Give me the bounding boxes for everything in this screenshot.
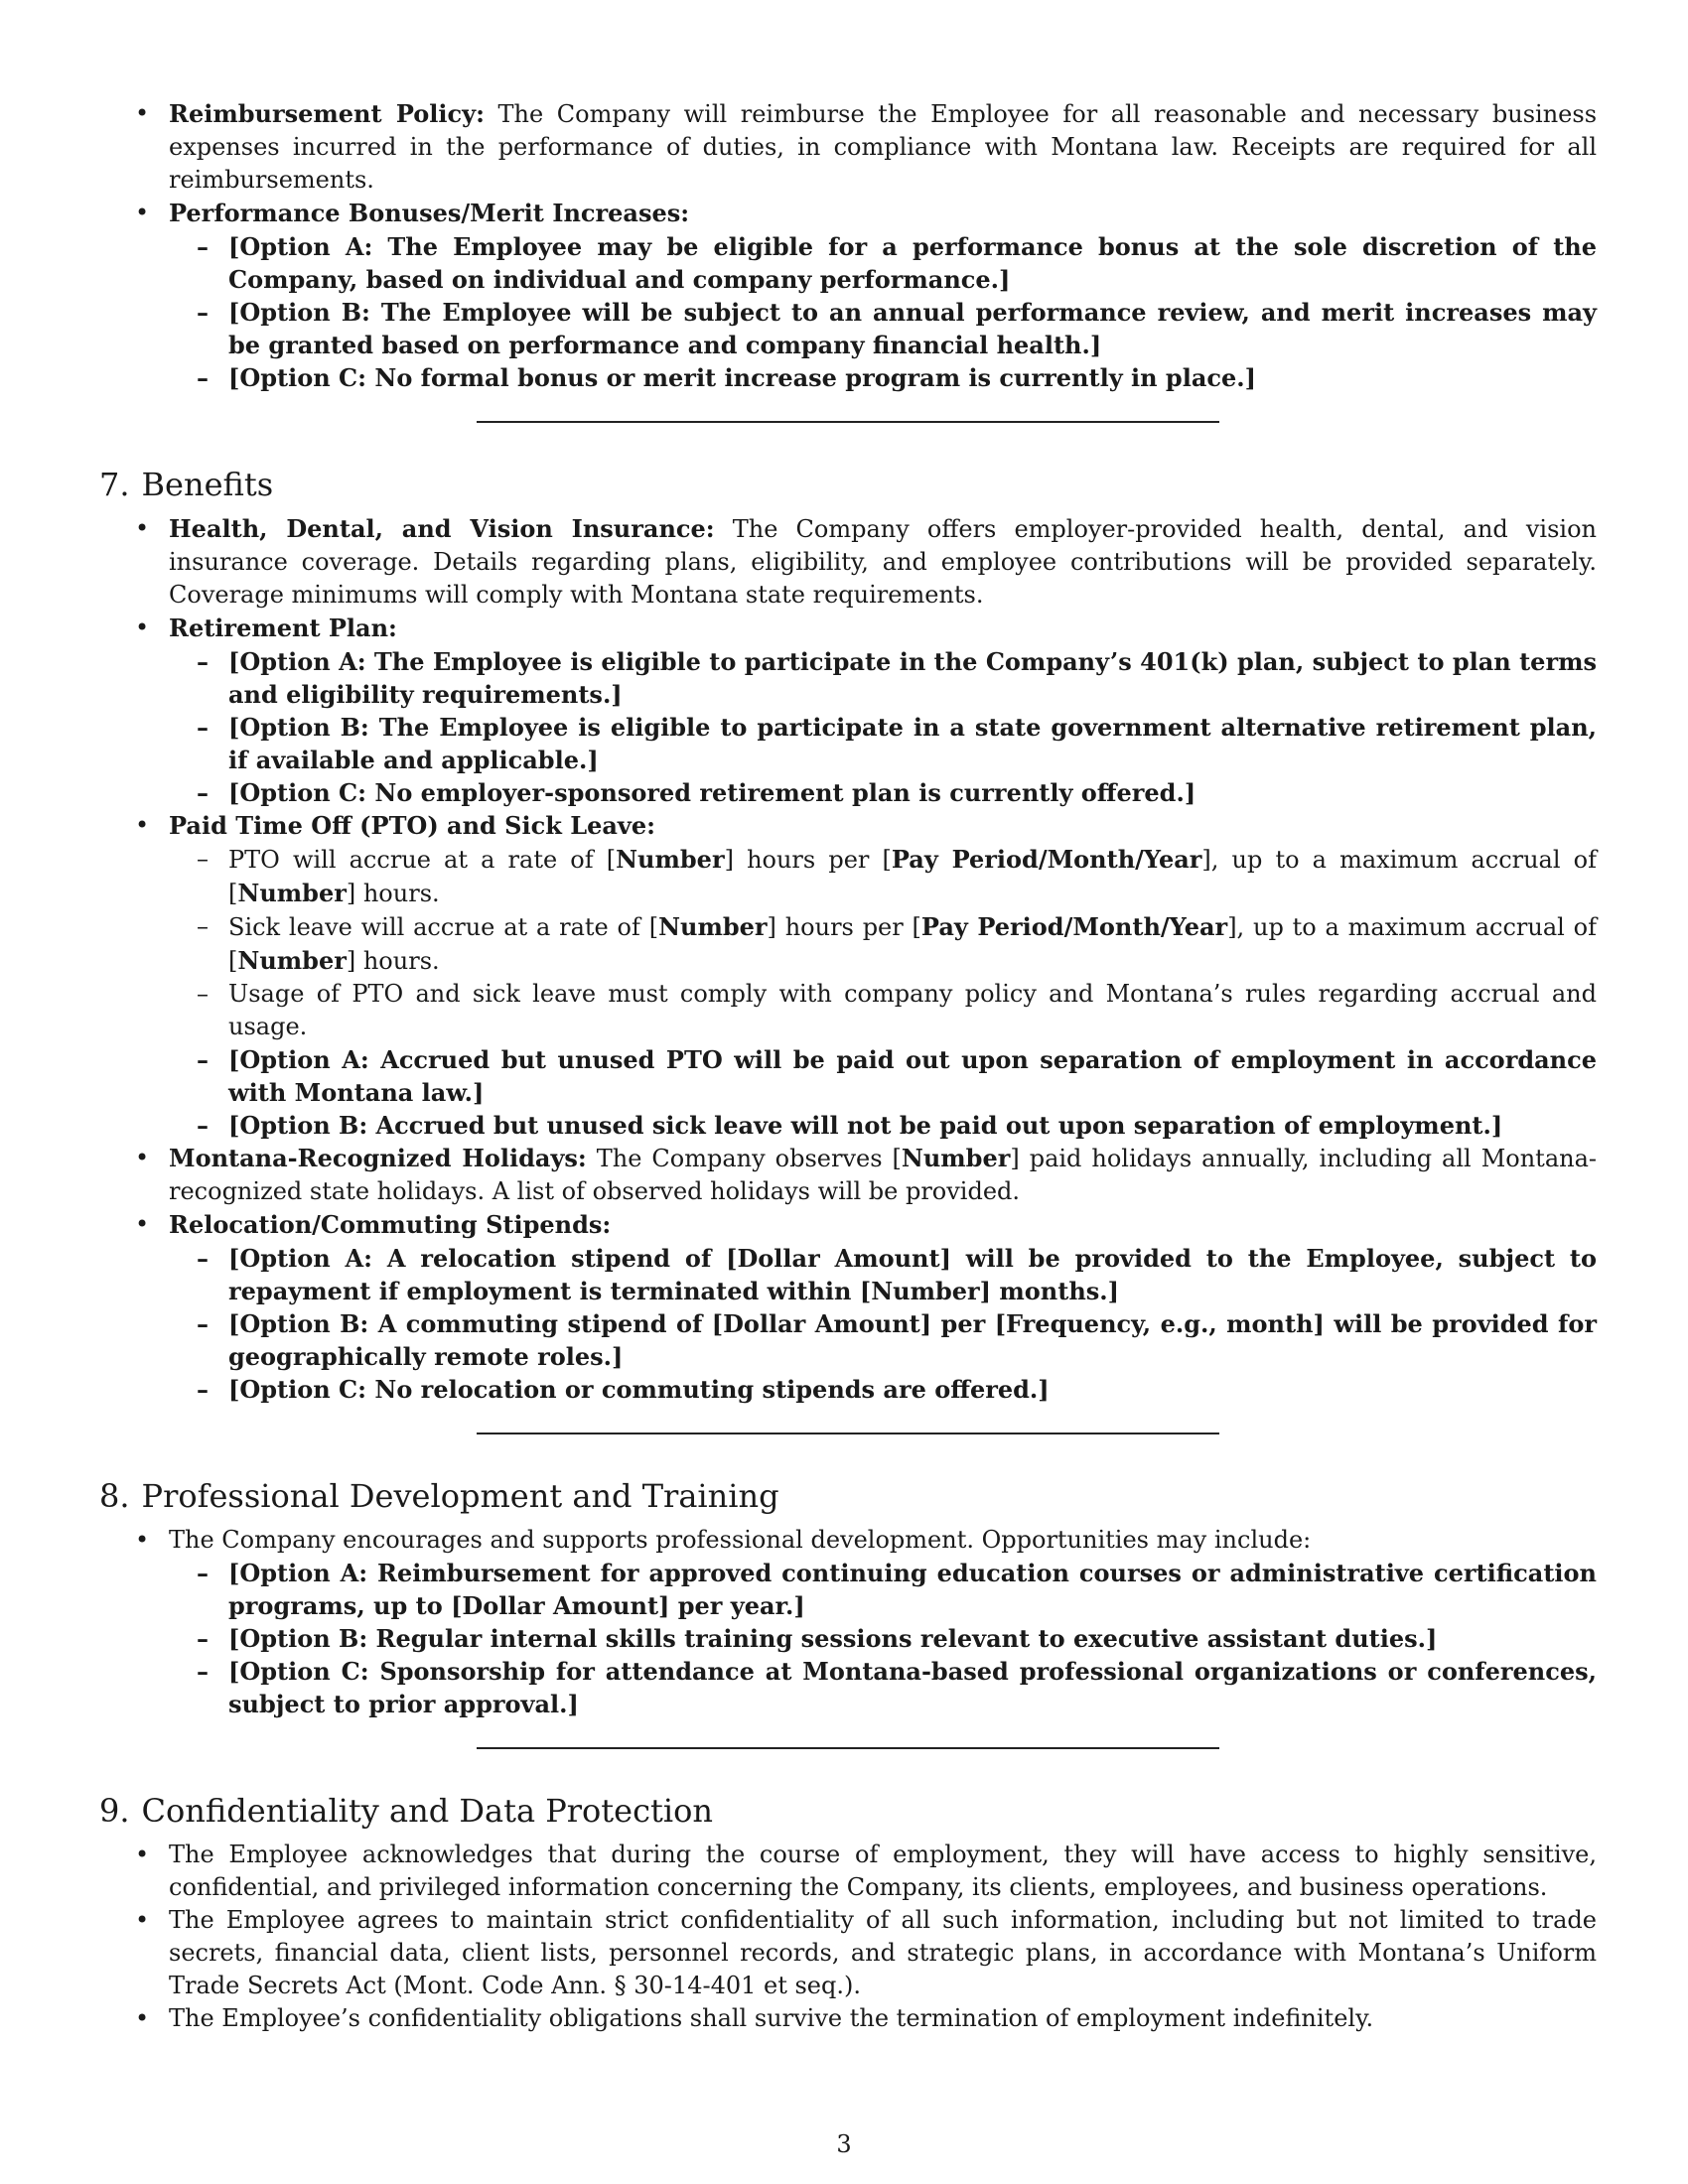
text: ], up to a maximum accrual of <box>1201 846 1597 874</box>
pto-label: Paid Time Off (PTO) and Sick Leave: <box>169 811 655 840</box>
placeholder: Pay Period/Month/Year <box>891 845 1202 874</box>
relocation-option-c: – [Option C: No relocation or commuting stipends are offered.] <box>169 1373 1597 1406</box>
pto-option-a: – [Option A: Accrued but unused PTO will be paid out upon separation of employment in accordance with Montana law.] <box>169 1043 1597 1109</box>
bonus-option-b: – [Option B: The Employee will be subject to an annual performance review, and merit increases may be granted based on performance and company financial health.] <box>169 296 1597 361</box>
section-title: Benefits <box>141 466 274 503</box>
benefits-list <box>99 512 1597 1406</box>
text: [ <box>606 846 617 874</box>
section-title: Professional Development and Training <box>141 1477 779 1515</box>
text: [ <box>912 913 921 941</box>
training-options <box>169 1557 1597 1720</box>
training-option-b: – [Option B: Regular internal skills training sessions relevant to executive assistant duties.] <box>169 1622 1597 1655</box>
compensation-list <box>99 97 1597 394</box>
relocation-options <box>169 1242 1597 1406</box>
text: [ <box>882 846 892 874</box>
pto-usage: – Usage of PTO and sick leave must comply with company policy and Montana’s rules regarding accrual and usage. <box>169 978 1597 1043</box>
section-7-heading <box>99 465 1597 504</box>
placeholder: Number <box>616 845 725 874</box>
text: [ <box>228 947 238 975</box>
training-intro-item <box>99 1524 1597 1720</box>
document-page <box>99 97 1597 2035</box>
section-title: Confidentiality and Data Protection <box>141 1792 713 1830</box>
reimbursement-policy-item <box>99 97 1597 197</box>
placeholder: Number <box>237 879 347 907</box>
bonus-label: Performance Bonuses/Merit Increases: <box>169 199 690 227</box>
pto-item <box>99 809 1597 1142</box>
health-label: Health, Dental, and Vision Insurance: <box>169 514 715 543</box>
retirement-label: Retirement Plan: <box>169 614 397 642</box>
text: PTO will accrue at a rate of <box>228 846 607 874</box>
sick-leave-accrual <box>169 910 1597 978</box>
bonus-options <box>169 230 1597 394</box>
pto-accrual <box>169 843 1597 910</box>
section-8-heading <box>99 1476 1597 1516</box>
text: The Company observes [ <box>586 1145 902 1172</box>
bonus-option-a: – [Option A: The Employee may be eligible for a performance bonus at the sole discretion of the Company, based on individual and company performance.] <box>169 230 1597 296</box>
text: Sick leave will accrue at a rate of <box>228 913 649 941</box>
text: ] hours per <box>767 913 913 941</box>
section-number: 9. <box>99 1792 130 1830</box>
page-number: 3 <box>836 2130 852 2158</box>
placeholder: Pay Period/Month/Year <box>920 912 1228 941</box>
pto-subitems <box>169 843 1597 1142</box>
relocation-option-a: – [Option A: A relocation stipend of [Dollar Amount] will be provided to the Employee, subject to repayment if employment is terminated within [Number] months.] <box>169 1242 1597 1307</box>
section-number: 7. <box>99 466 130 503</box>
relocation-option-b: – [Option B: A commuting stipend of [Dollar Amount] per [Frequency, e.g., month] will be provided for geographically remote roles.] <box>169 1307 1597 1373</box>
training-list <box>99 1524 1597 1720</box>
retirement-option-b: – [Option B: The Employee is eligible to participate in a state government alternative retirement plan, if available and applicable.] <box>169 711 1597 776</box>
relocation-item <box>99 1208 1597 1406</box>
section-9-heading <box>99 1791 1597 1831</box>
section-divider <box>477 421 1219 423</box>
bonus-option-c: – [Option C: No formal bonus or merit increase program is currently in place.] <box>169 361 1597 394</box>
pto-option-b: – [Option B: Accrued but unused sick leave will not be paid out upon separation of employment.] <box>169 1109 1597 1142</box>
text: [ <box>648 913 659 941</box>
placeholder: Number <box>901 1144 1011 1172</box>
training-option-c: – [Option C: Sponsorship for attendance at Montana-based professional organizations or conferences, subject to prior approval.] <box>169 1655 1597 1720</box>
confidentiality-item: • The Employee acknowledges that during the course of employment, they will have access to highly sensitive, confidential, and privileged information concerning the Company, its clients, employees, and business operations. <box>99 1839 1597 1904</box>
text: ] paid holidays annually, including all Montana-recognized state holidays. A list of observed holidays will be provided. <box>169 1145 1598 1205</box>
confidentiality-item: • The Employee agrees to maintain strict confidentiality of all such information, including but not limited to trade secrets, financial data, client lists, personnel records, and strategic plans, in accordance with Montana’s Uniform Trade Secrets Act (Mont. Code Ann. § 30-14-401 et seq.). <box>99 1904 1597 2002</box>
confidentiality-item: • The Employee’s confidentiality obligations shall survive the termination of employment indefinitely. <box>99 2002 1597 2035</box>
reimbursement-label: Reimbursement Policy: <box>169 99 485 128</box>
text: [ <box>228 880 238 907</box>
placeholder: Number <box>237 946 347 975</box>
text: ] hours per <box>724 846 883 874</box>
relocation-label: Relocation/Commuting Stipends: <box>169 1210 612 1239</box>
text: ], up to a maximum accrual of <box>1227 913 1597 941</box>
section-divider <box>477 1747 1219 1749</box>
section-number: 8. <box>99 1477 130 1515</box>
bonus-item <box>99 197 1597 394</box>
text: ] hours. <box>346 880 440 907</box>
holidays-item <box>99 1142 1597 1208</box>
holidays-label: Montana-Recognized Holidays: <box>169 1144 587 1172</box>
retirement-options <box>169 645 1597 809</box>
health-text: The Company offers employer-provided health, dental, and vision insurance coverage. Details regarding plans, eligibility, and employee contributions will be provided separately. Coverage minimums will comply with Montana state requirements. <box>169 515 1598 609</box>
placeholder: Number <box>658 912 768 941</box>
retirement-item <box>99 612 1597 809</box>
reimbursement-text: The Company will reimburse the Employee for all reasonable and necessary business expenses incurred in the performance of duties, in compliance with Montana law. Receipts are required for all reimbursements. <box>169 100 1598 194</box>
text: ] hours. <box>346 947 440 975</box>
confidentiality-list <box>99 1839 1597 2035</box>
training-intro: The Company encourages and supports professional development. Opportunities may include: <box>169 1526 1312 1554</box>
training-option-a: – [Option A: Reimbursement for approved continuing education courses or administrative certification programs, up to [Dollar Amount] per year.] <box>169 1557 1597 1622</box>
retirement-option-c: – [Option C: No employer-sponsored retirement plan is currently offered.] <box>169 776 1597 809</box>
health-insurance-item <box>99 512 1597 612</box>
retirement-option-a: – [Option A: The Employee is eligible to participate in the Company’s 401(k) plan, subject to plan terms and eligibility requirements.] <box>169 645 1597 711</box>
section-divider <box>477 1433 1219 1434</box>
